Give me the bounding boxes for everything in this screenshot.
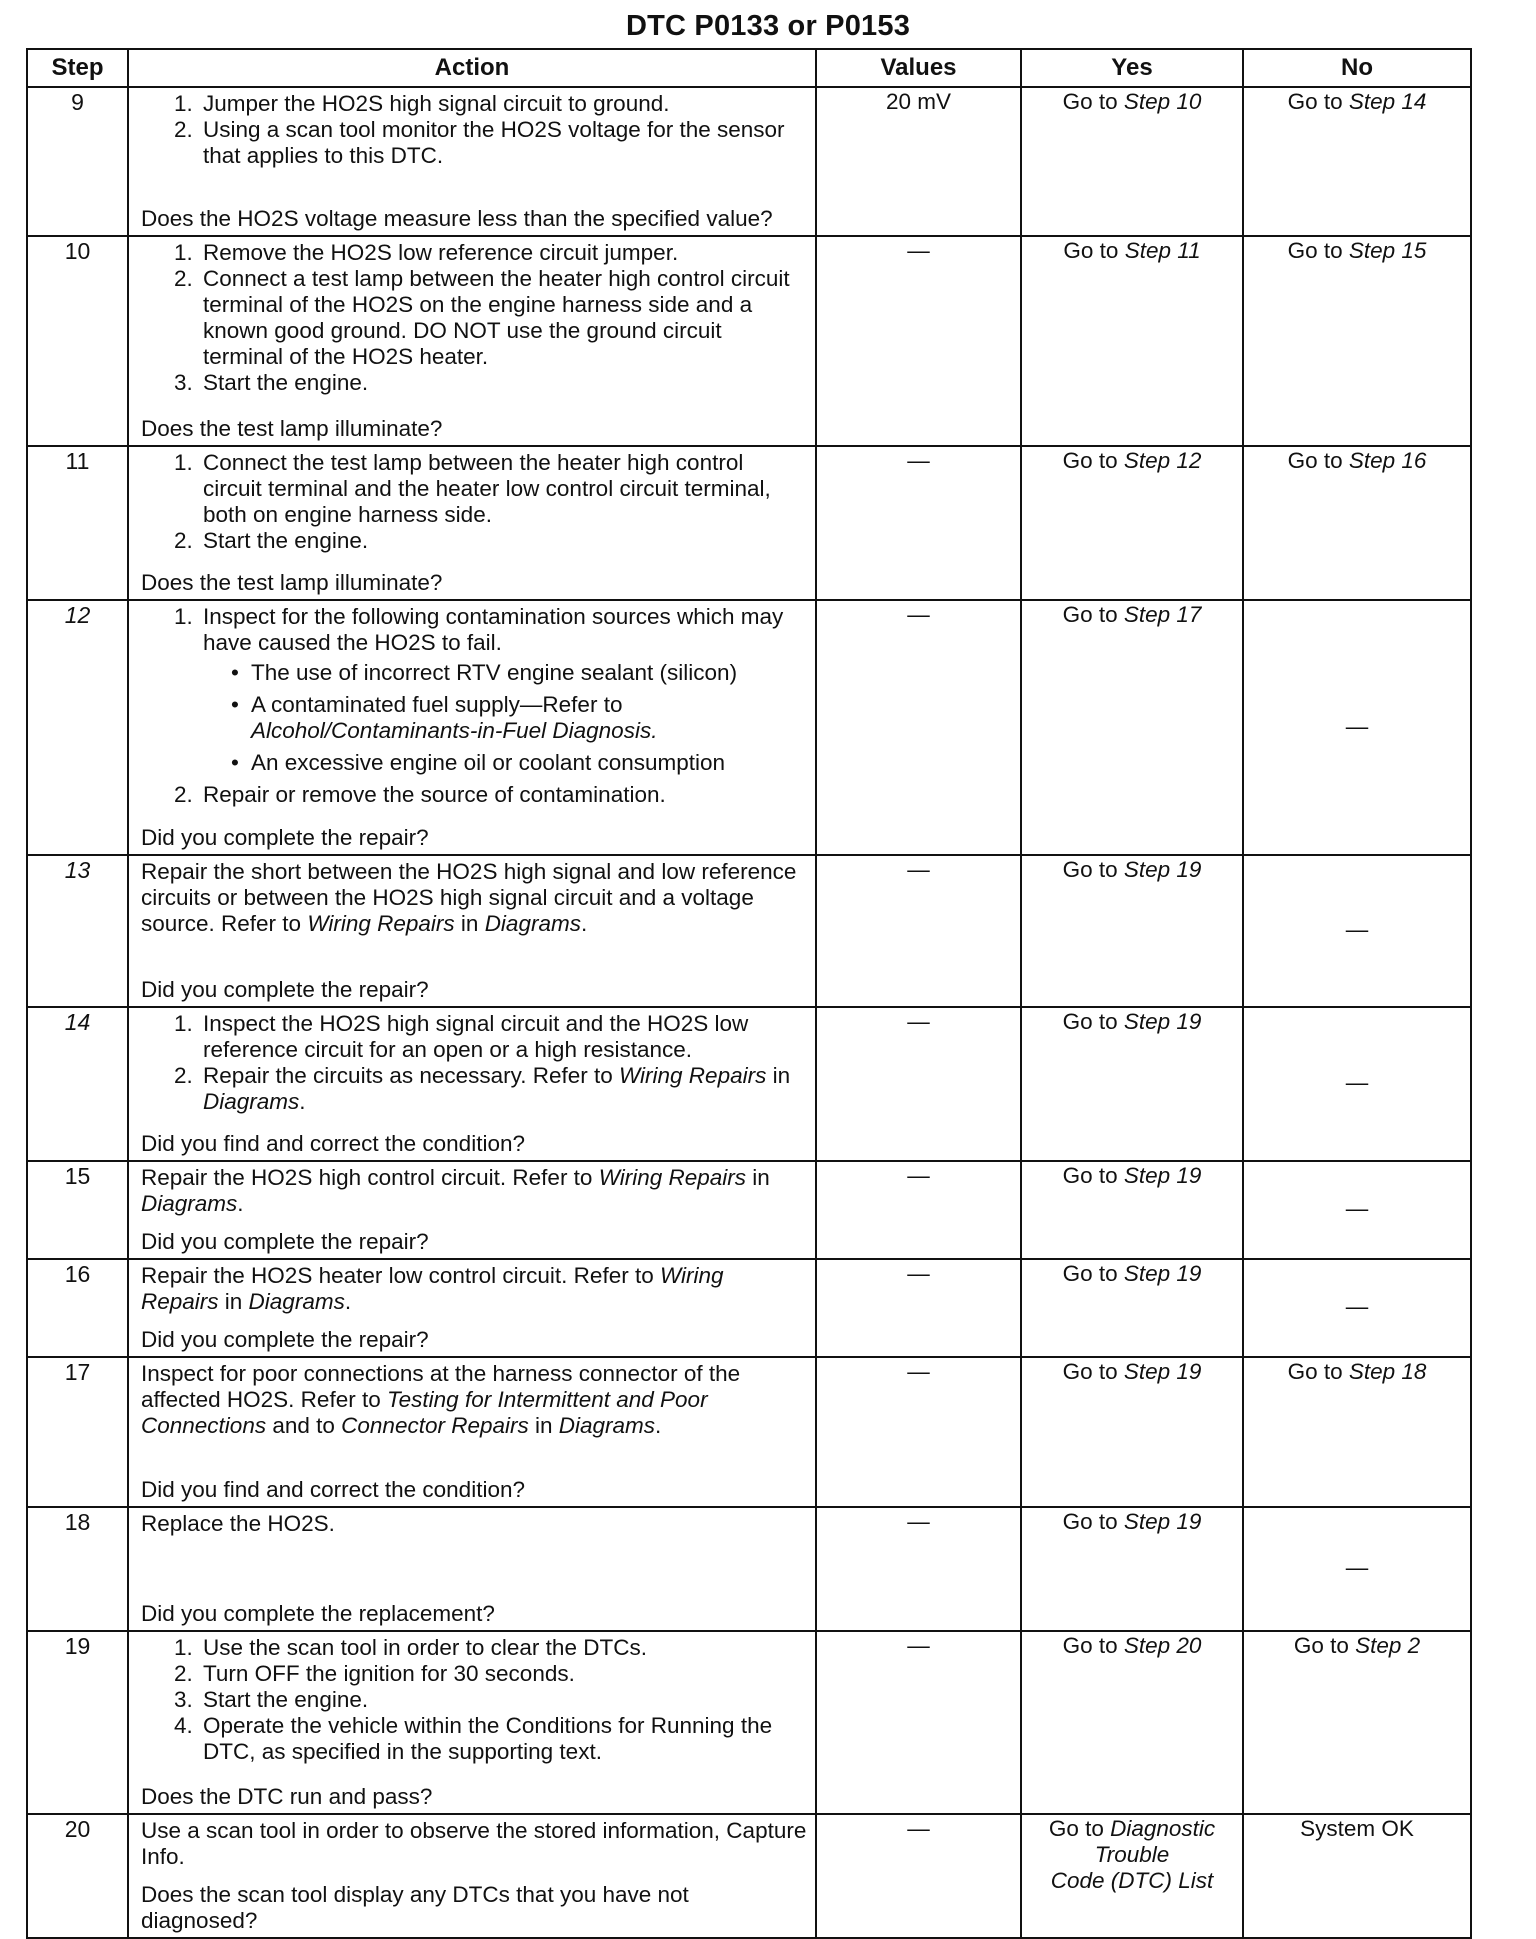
step-link: Step 18 xyxy=(1348,1359,1427,1384)
reference-link: Diagrams xyxy=(141,1191,238,1216)
bullet-item xyxy=(231,692,807,744)
action-cell xyxy=(128,1161,816,1259)
action-step: 4. Operate the vehicle within the Conditions for Running the DTC, as specified in the supporting text. xyxy=(199,1713,807,1765)
value-cell: — xyxy=(816,1631,1021,1814)
no-cell xyxy=(1243,1631,1471,1814)
action-step xyxy=(199,1063,807,1115)
bullet-text: A contaminated fuel supply—Refer to xyxy=(251,692,623,717)
reference-link: Connector Repairs xyxy=(341,1413,529,1438)
go-to-text: Go to xyxy=(1048,1816,1111,1841)
table-row xyxy=(27,1631,1471,1814)
value-cell: — xyxy=(816,1507,1021,1631)
step-number: 19 xyxy=(27,1631,128,1814)
step-link: Step 19 xyxy=(1123,1009,1202,1034)
go-to-text: Go to xyxy=(1287,238,1349,263)
table-row xyxy=(27,1161,1471,1259)
no-cell xyxy=(1243,236,1471,446)
yes-cell xyxy=(1021,87,1243,236)
yes-cell xyxy=(1021,1507,1243,1631)
value-cell: — xyxy=(816,1357,1021,1507)
bullet-item: • The use of incorrect RTV engine sealant (silicon) xyxy=(231,660,807,686)
table-row xyxy=(27,1507,1471,1631)
action-cell xyxy=(128,87,816,236)
value-cell: — xyxy=(816,236,1021,446)
value-cell: — xyxy=(816,1161,1021,1259)
table-row xyxy=(27,446,1471,600)
header-row xyxy=(27,49,1471,87)
no-cell: — xyxy=(1243,600,1471,855)
step-link: Step 19 xyxy=(1123,1261,1202,1286)
go-to-text: Go to xyxy=(1287,89,1349,114)
action-cell xyxy=(128,1357,816,1507)
action-text xyxy=(141,859,807,937)
question: Does the test lamp illuminate? xyxy=(141,416,443,441)
go-to-text: Go to xyxy=(1062,448,1124,473)
question: Did you complete the repair? xyxy=(141,1229,429,1254)
action-cell xyxy=(128,855,816,1007)
yes-cell xyxy=(1021,1007,1243,1161)
table-row xyxy=(27,1007,1471,1161)
reference-link: Alcohol/Contaminants-in-Fuel Diagnosis. xyxy=(251,718,658,743)
action-text-part: Repair the circuits as necessary. Refer to xyxy=(203,1063,619,1088)
table-row xyxy=(27,855,1471,1007)
yes-cell xyxy=(1021,236,1243,446)
action-text xyxy=(141,1263,807,1315)
step-link: Step 12 xyxy=(1123,448,1202,473)
step-number: 14 xyxy=(27,1007,128,1161)
step-link: Step 14 xyxy=(1348,89,1427,114)
step-number: 16 xyxy=(27,1259,128,1357)
action-text-part: Inspect for poor connections at the harness connector of the affected HO2S. Refer to xyxy=(141,1361,741,1412)
question: Did you complete the repair? xyxy=(141,1327,429,1352)
go-to-text: Go to xyxy=(1062,857,1124,882)
action-text xyxy=(141,1361,807,1439)
action-cell xyxy=(128,446,816,600)
no-cell: — xyxy=(1243,1007,1471,1161)
go-to-text: Go to xyxy=(1063,238,1125,263)
table-row xyxy=(27,87,1471,236)
value-cell: — xyxy=(816,600,1021,855)
action-text-part: and to xyxy=(266,1413,342,1438)
action-step: 1. Inspect the HO2S high signal circuit and the HO2S low reference circuit for an open or a high resistance. xyxy=(199,1011,807,1063)
reference-link: Code (DTC) List xyxy=(1050,1868,1214,1893)
reference-link: Diagnostic xyxy=(1110,1816,1216,1841)
action-text: Replace the HO2S. xyxy=(141,1511,335,1536)
action-step: 1. Use the scan tool in order to clear the DTCs. xyxy=(199,1635,807,1661)
action-steps xyxy=(141,91,807,169)
action-step xyxy=(199,604,807,776)
action-text-part: . xyxy=(299,1089,306,1114)
action-cell xyxy=(128,236,816,446)
value-cell: — xyxy=(816,446,1021,600)
step-link: Step 2 xyxy=(1355,1633,1421,1658)
action-steps xyxy=(141,1635,807,1765)
yes-cell xyxy=(1021,600,1243,855)
go-to-text: Go to xyxy=(1062,1261,1124,1286)
action-step: 2. Turn OFF the ignition for 30 seconds. xyxy=(199,1661,807,1687)
reference-link: Wiring Repairs xyxy=(598,1165,747,1190)
reference-link: Wiring Repairs xyxy=(307,911,455,936)
action-step: 3. Start the engine. xyxy=(199,1687,807,1713)
reference-link: Diagrams xyxy=(248,1289,345,1314)
reference-link: Wiring Repairs xyxy=(141,1263,724,1314)
step-link: Step 19 xyxy=(1123,1163,1202,1188)
step-link: Step 17 xyxy=(1123,602,1202,627)
action-text-part: Repair the HO2S high control circuit. Refer to xyxy=(141,1165,599,1190)
reference-link: Diagrams xyxy=(558,1413,656,1438)
action-steps xyxy=(141,450,807,554)
yes-cell xyxy=(1021,855,1243,1007)
action-text-part: in xyxy=(766,1063,791,1088)
step-number: 17 xyxy=(27,1357,128,1507)
header-yes: Yes xyxy=(1021,49,1243,87)
step-link: Step 19 xyxy=(1123,857,1202,882)
reference-link: Testing for Intermittent and Poor Connections xyxy=(141,1387,708,1438)
header-values: Values xyxy=(816,49,1021,87)
go-to-text: Go to xyxy=(1062,1509,1124,1534)
step-number: 12 xyxy=(27,600,128,855)
no-cell: System OK xyxy=(1243,1814,1471,1938)
table-row xyxy=(27,236,1471,446)
value-cell: — xyxy=(816,1814,1021,1938)
action-text-part: in xyxy=(746,1165,770,1190)
step-number: 9 xyxy=(27,87,128,236)
value-cell: 20 mV xyxy=(816,87,1021,236)
dtc-table xyxy=(26,48,1472,1939)
action-text-part: . xyxy=(344,1289,352,1314)
action-step: 2. Start the engine. xyxy=(199,528,807,554)
step-number: 18 xyxy=(27,1507,128,1631)
yes-cell xyxy=(1021,1631,1243,1814)
action-step: 1. Connect the test lamp between the heater high control circuit terminal and the heater low control circuit terminal, both on engine harness side. xyxy=(199,450,807,528)
step-number: 13 xyxy=(27,855,128,1007)
action-text-part: . xyxy=(237,1191,244,1216)
no-cell: — xyxy=(1243,1161,1471,1259)
step-number: 11 xyxy=(27,446,128,600)
question: Does the DTC run and pass? xyxy=(141,1784,433,1809)
action-step: 2. Repair or remove the source of contamination. xyxy=(199,782,807,808)
page-title: DTC P0133 or P0153 xyxy=(625,10,911,42)
go-to-text: Go to xyxy=(1062,1633,1124,1658)
go-to-text: Go to xyxy=(1293,1633,1356,1658)
no-cell xyxy=(1243,1357,1471,1507)
go-to-text: Go to xyxy=(1062,602,1124,627)
header-no: No xyxy=(1243,49,1471,87)
action-text-part: in xyxy=(528,1413,559,1438)
go-to-line xyxy=(1023,1816,1241,1842)
question: Did you complete the repair? xyxy=(141,977,429,1002)
action-text-part: . xyxy=(655,1413,662,1438)
action-text-part: in xyxy=(454,911,485,936)
reference-link: Wiring Repairs xyxy=(619,1063,767,1088)
reference-link: Trouble xyxy=(1094,1842,1170,1867)
question: Does the HO2S voltage measure less than the specified value? xyxy=(141,206,773,231)
action-cell xyxy=(128,1507,816,1631)
step-link: Step 19 xyxy=(1123,1359,1202,1384)
action-step: 1. Jumper the HO2S high signal circuit to ground. xyxy=(199,91,807,117)
question: Did you complete the replacement? xyxy=(141,1601,495,1626)
value-cell: — xyxy=(816,1259,1021,1357)
question: Did you complete the repair? xyxy=(141,825,429,850)
action-cell xyxy=(128,1814,816,1938)
action-text-part: . xyxy=(580,911,588,936)
action-cell xyxy=(128,600,816,855)
step-number: 10 xyxy=(27,236,128,446)
yes-cell xyxy=(1021,446,1243,600)
table-row xyxy=(27,600,1471,855)
action-cell xyxy=(128,1631,816,1814)
action-cell xyxy=(128,1007,816,1161)
step-link: Step 15 xyxy=(1348,238,1427,263)
action-steps xyxy=(141,1011,807,1115)
question: Did you find and correct the condition? xyxy=(141,1477,525,1502)
action-text-part: Repair the HO2S heater low control circuit. Refer to xyxy=(141,1263,660,1288)
action-text-part: in xyxy=(218,1289,249,1314)
step-number: 15 xyxy=(27,1161,128,1259)
no-cell xyxy=(1243,446,1471,600)
yes-cell xyxy=(1021,1259,1243,1357)
yes-cell xyxy=(1021,1161,1243,1259)
action-step: 2. Using a scan tool monitor the HO2S voltage for the sensor that applies to this DTC. xyxy=(199,117,807,169)
reference-link: Diagrams xyxy=(203,1089,300,1114)
reference-link: Diagrams xyxy=(484,911,581,936)
action-cell xyxy=(128,1259,816,1357)
table-row xyxy=(27,1814,1471,1938)
step-link: Step 10 xyxy=(1123,89,1202,114)
step-link: Step 19 xyxy=(1123,1509,1202,1534)
step-link: Step 11 xyxy=(1124,238,1201,263)
action-text-part: Repair the short between the HO2S high signal and low reference circuits or between the HO2S high signal circuit and a voltage source. Refer to xyxy=(141,859,797,936)
table-row xyxy=(27,1357,1471,1507)
go-to-text: Go to xyxy=(1287,1359,1349,1384)
no-cell xyxy=(1243,87,1471,236)
step-link: Step 20 xyxy=(1123,1633,1202,1658)
action-text: Use a scan tool in order to observe the stored information, Capture Info. xyxy=(141,1818,807,1869)
go-to-text: Go to xyxy=(1062,1009,1124,1034)
action-step: 1. Remove the HO2S low reference circuit jumper. xyxy=(199,240,807,266)
question: Does the test lamp illuminate? xyxy=(141,570,443,595)
step-link: Step 16 xyxy=(1348,448,1427,473)
go-to-text: Go to xyxy=(1062,1163,1124,1188)
no-cell: — xyxy=(1243,1507,1471,1631)
action-step: 3. Start the engine. xyxy=(199,370,807,396)
table-row xyxy=(27,1259,1471,1357)
go-to-text: Go to xyxy=(1062,1359,1124,1384)
no-cell: — xyxy=(1243,1259,1471,1357)
action-step: 2. Connect a test lamp between the heater high control circuit terminal of the HO2S on the engine harness side and a known good ground. DO NOT use the ground circuit terminal of the HO2S heater. xyxy=(199,266,807,370)
action-text xyxy=(141,1165,807,1217)
go-to-text: Go to xyxy=(1287,448,1349,473)
action-steps xyxy=(141,604,807,808)
bullet-list xyxy=(203,660,807,776)
step-number: 20 xyxy=(27,1814,128,1938)
go-to-text: Go to xyxy=(1062,89,1124,114)
value-cell: — xyxy=(816,855,1021,1007)
yes-cell xyxy=(1021,1357,1243,1507)
yes-cell xyxy=(1021,1814,1243,1938)
bullet-item: • An excessive engine oil or coolant consumption xyxy=(231,750,807,776)
no-cell: — xyxy=(1243,855,1471,1007)
question: Does the scan tool display any DTCs that you have not diagnosed? xyxy=(141,1882,689,1933)
action-step-text: Inspect for the following contamination sources which may have caused the HO2S to fail. xyxy=(203,604,784,655)
header-action: Action xyxy=(128,49,816,87)
value-cell: — xyxy=(816,1007,1021,1161)
action-steps xyxy=(141,240,807,396)
header-step: Step xyxy=(27,49,128,87)
question: Did you find and correct the condition? xyxy=(141,1131,525,1156)
